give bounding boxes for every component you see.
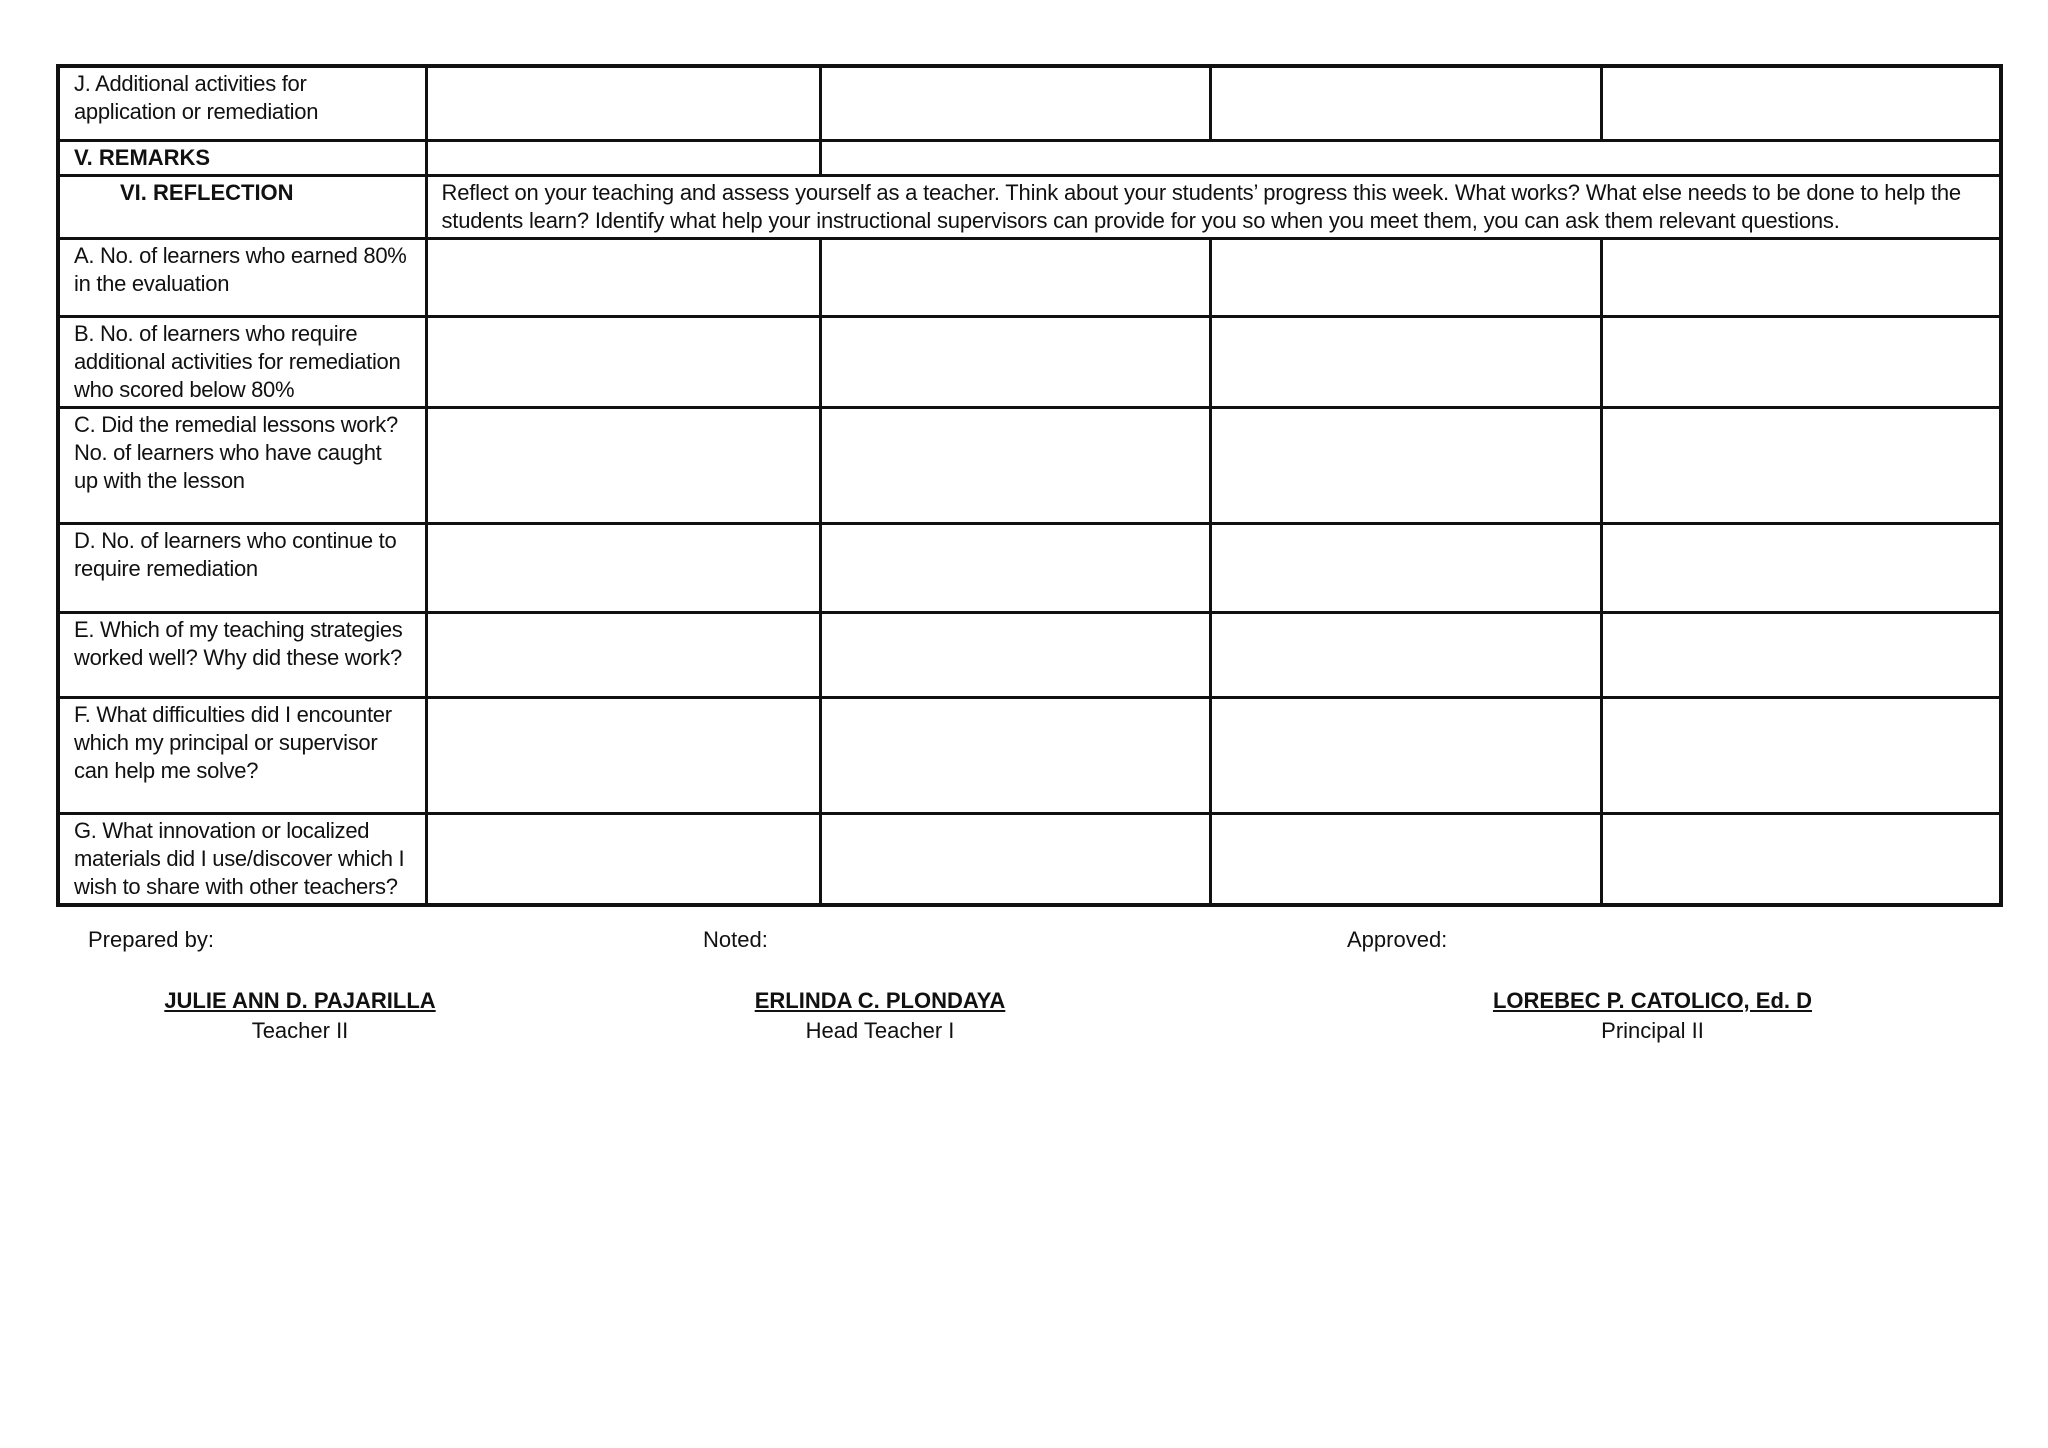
table-cell xyxy=(426,407,820,523)
signature-section xyxy=(0,918,2048,1058)
prepared-by-label: Prepared by: xyxy=(88,927,214,952)
table-cell xyxy=(426,523,820,612)
table-cell xyxy=(820,523,1210,612)
table-cell xyxy=(426,140,820,175)
table-cell xyxy=(1210,697,1601,813)
row-label-b: B. No. of learners who require additional activities for remediation who scored below 80% xyxy=(58,316,426,407)
table-cell xyxy=(1601,238,2001,316)
table-cell xyxy=(1601,813,2001,905)
reflection-instructions: Reflect on your teaching and assess yourself as a teacher. Think about your students’ progress this week. What works? What else needs to be done to help the students learn? Identify what help your instructional supervisors can provide for you so when you meet them, you can ask them relevant questions. xyxy=(426,175,2001,238)
table-row xyxy=(58,813,2001,905)
approved-signature xyxy=(1480,986,1825,1046)
table-cell xyxy=(1210,813,1601,905)
table-cell xyxy=(1210,612,1601,697)
table-row xyxy=(58,66,2001,140)
reflection-heading: VI. REFLECTION xyxy=(58,175,426,238)
table-row xyxy=(58,612,2001,697)
table-row xyxy=(58,316,2001,407)
row-label-j: J. Additional activities for application or remediation xyxy=(58,66,426,140)
table-row xyxy=(58,238,2001,316)
table-cell xyxy=(1601,697,2001,813)
table-cell xyxy=(820,238,1210,316)
table-cell xyxy=(426,612,820,697)
table-cell xyxy=(1210,238,1601,316)
table-cell xyxy=(1601,523,2001,612)
row-label-e: E. Which of my teaching strategies worked well? Why did these work? xyxy=(58,612,426,697)
table-cell xyxy=(1601,407,2001,523)
approved-label: Approved: xyxy=(1347,927,1448,952)
table-cell xyxy=(1601,66,2001,140)
remarks-heading: V. REMARKS xyxy=(58,140,426,175)
table-row xyxy=(58,407,2001,523)
table-cell xyxy=(820,316,1210,407)
table-cell xyxy=(426,66,820,140)
table-cell xyxy=(1210,316,1601,407)
row-label-a: A. No. of learners who earned 80% in the evaluation xyxy=(58,238,426,316)
table-cell xyxy=(426,238,820,316)
table-cell xyxy=(1601,316,2001,407)
approved-name: LOREBEC P. CATOLICO, Ed. D xyxy=(1492,988,1813,1013)
noted-label: Noted: xyxy=(703,927,768,952)
table-cell xyxy=(1210,407,1601,523)
table-row xyxy=(58,140,2001,175)
table-cell xyxy=(820,697,1210,813)
table-cell xyxy=(1210,66,1601,140)
prepared-name: JULIE ANN D. PAJARILLA xyxy=(164,988,436,1013)
row-label-c: C. Did the remedial lessons work? No. of learners who have caught up with the lesson xyxy=(58,407,426,523)
daily-lesson-log-sheet xyxy=(56,64,1999,907)
table-cell xyxy=(426,316,820,407)
noted-signature xyxy=(730,986,1030,1046)
noted-role: Head Teacher I xyxy=(805,1018,955,1043)
table-row xyxy=(58,175,2001,238)
table-row xyxy=(58,697,2001,813)
table-row xyxy=(58,523,2001,612)
table-cell xyxy=(820,612,1210,697)
table-cell xyxy=(820,407,1210,523)
table-cell xyxy=(1210,523,1601,612)
row-label-f: F. What difficulties did I encounter which my principal or supervisor can help me solve? xyxy=(58,697,426,813)
table-cell xyxy=(426,813,820,905)
reflection-table xyxy=(56,64,2003,907)
prepared-signature xyxy=(150,986,450,1046)
row-label-g: G. What innovation or localized materials did I use/discover which I wish to share with other teachers? xyxy=(58,813,426,905)
row-label-d: D. No. of learners who continue to require remediation xyxy=(58,523,426,612)
remarks-cell xyxy=(820,140,2001,175)
table-cell xyxy=(426,697,820,813)
noted-name: ERLINDA C. PLONDAYA xyxy=(754,988,1006,1013)
approved-role: Principal II xyxy=(1601,1018,1704,1043)
table-cell xyxy=(1601,612,2001,697)
prepared-role: Teacher II xyxy=(251,1018,349,1043)
table-cell xyxy=(820,66,1210,140)
table-cell xyxy=(820,813,1210,905)
